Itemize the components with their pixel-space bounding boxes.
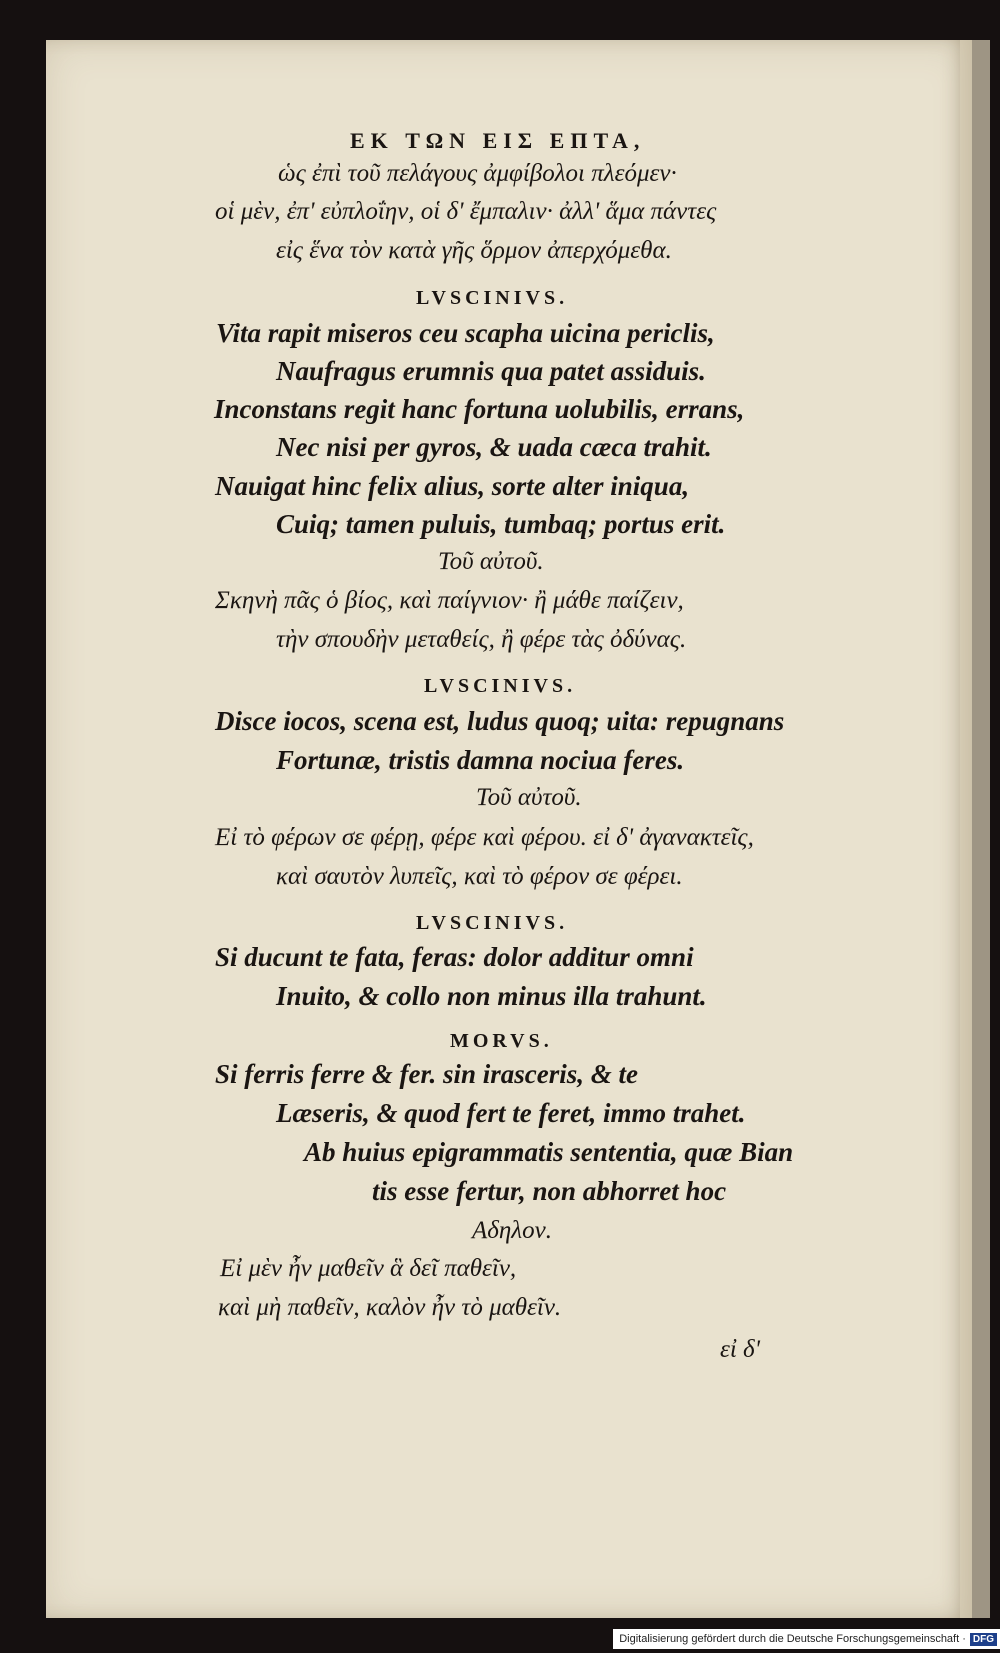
section-heading: Τοῦ αὐτοῦ. <box>438 548 544 575</box>
running-header: EK ΤΩΝ ΕΙΣ ΕΠΤΑ, <box>350 128 646 153</box>
section-heading: LVSCINIVS. <box>416 287 569 309</box>
text-line: εἰς ἕνα τὸν κατὰ γῆς ὅρμον ἀπερχόμεθα. <box>276 237 672 264</box>
next-page-edge <box>960 40 990 1618</box>
text-line: Inconstans regit hanc fortuna uolubilis, errans, <box>214 394 745 424</box>
footer-text: Digitalisierung gefördert durch die Deutsche Forschungsgemeinschaft · <box>619 1633 966 1645</box>
text-line: Nauigat hinc felix alius, sorte alter iniqua, <box>215 471 690 501</box>
section-heading: Τοῦ αὐτοῦ. <box>476 784 582 811</box>
text-line: Cuiq; tamen puluis, tumbaq; portus erit. <box>276 509 726 539</box>
text-line: Εἰ μὲν ἦν μαθεῖν ἃ δεῖ παθεῖν, <box>220 1255 517 1282</box>
text-line: καὶ μὴ παθεῖν, καλὸν ἦν τὸ μαθεῖν. <box>218 1294 562 1321</box>
dfg-logo: DFG <box>970 1633 997 1646</box>
text-line: Disce iocos, scena est, ludus quoq; uita: repugnans <box>215 706 785 736</box>
text-line: Vita rapit miseros ceu scapha uicina periclis, <box>216 318 715 348</box>
catchword: εἰ δ' <box>720 1336 761 1363</box>
text-line: οἱ μὲν, ἐπ' εὐπλοΐην, οἱ δ' ἔμπαλιν· ἀλλ' ἅμα πάντες <box>215 198 717 225</box>
text-line: Nec nisi per gyros, & uada cæca trahit. <box>276 432 712 462</box>
text-line: Inuito, & collo non minus illa trahunt. <box>276 981 707 1011</box>
text-line: Ab huius epigrammatis sententia, quæ Bian <box>304 1137 794 1167</box>
text-line: tis esse fertur, non abhorret hoc <box>372 1176 727 1206</box>
text-line: Si ducunt te fata, feras: dolor additur omni <box>215 942 694 972</box>
text-line: Εἰ τὸ φέρων σε φέρῃ, φέρε καὶ φέρου. εἰ δ' ἀγανακτεῖς, <box>215 824 754 851</box>
digitization-footer <box>613 1629 1000 1649</box>
text-line: Si ferris ferre & fer. sin irasceris, & te <box>215 1059 638 1089</box>
section-heading: MORVS. <box>450 1030 553 1052</box>
text-line: Naufragus erumnis qua patet assiduis. <box>276 356 706 386</box>
section-heading: LVSCINIVS. <box>424 675 577 697</box>
section-heading: LVSCINIVS. <box>416 912 569 934</box>
text-line: ὡς ἐπὶ τοῦ πελάγους ἀμφίβολοι πλεόμεν· <box>278 160 677 187</box>
text-line: τὴν σπουδὴν μεταθείς, ἢ φέρε τὰς ὀδύνας. <box>276 626 687 653</box>
section-heading: Αδηλον. <box>472 1217 552 1244</box>
text-line: Fortunæ, tristis damna nociua feres. <box>276 745 685 775</box>
text-line: Σκηνὴ πᾶς ὁ βίος, καὶ παίγνιον· ἢ μάθε παίζειν, <box>215 587 684 614</box>
text-line: καὶ σαυτὸν λυπεῖς, καὶ τὸ φέρον σε φέρει. <box>276 863 683 890</box>
text-line: Læseris, & quod fert te feret, immo trahet. <box>276 1098 746 1128</box>
